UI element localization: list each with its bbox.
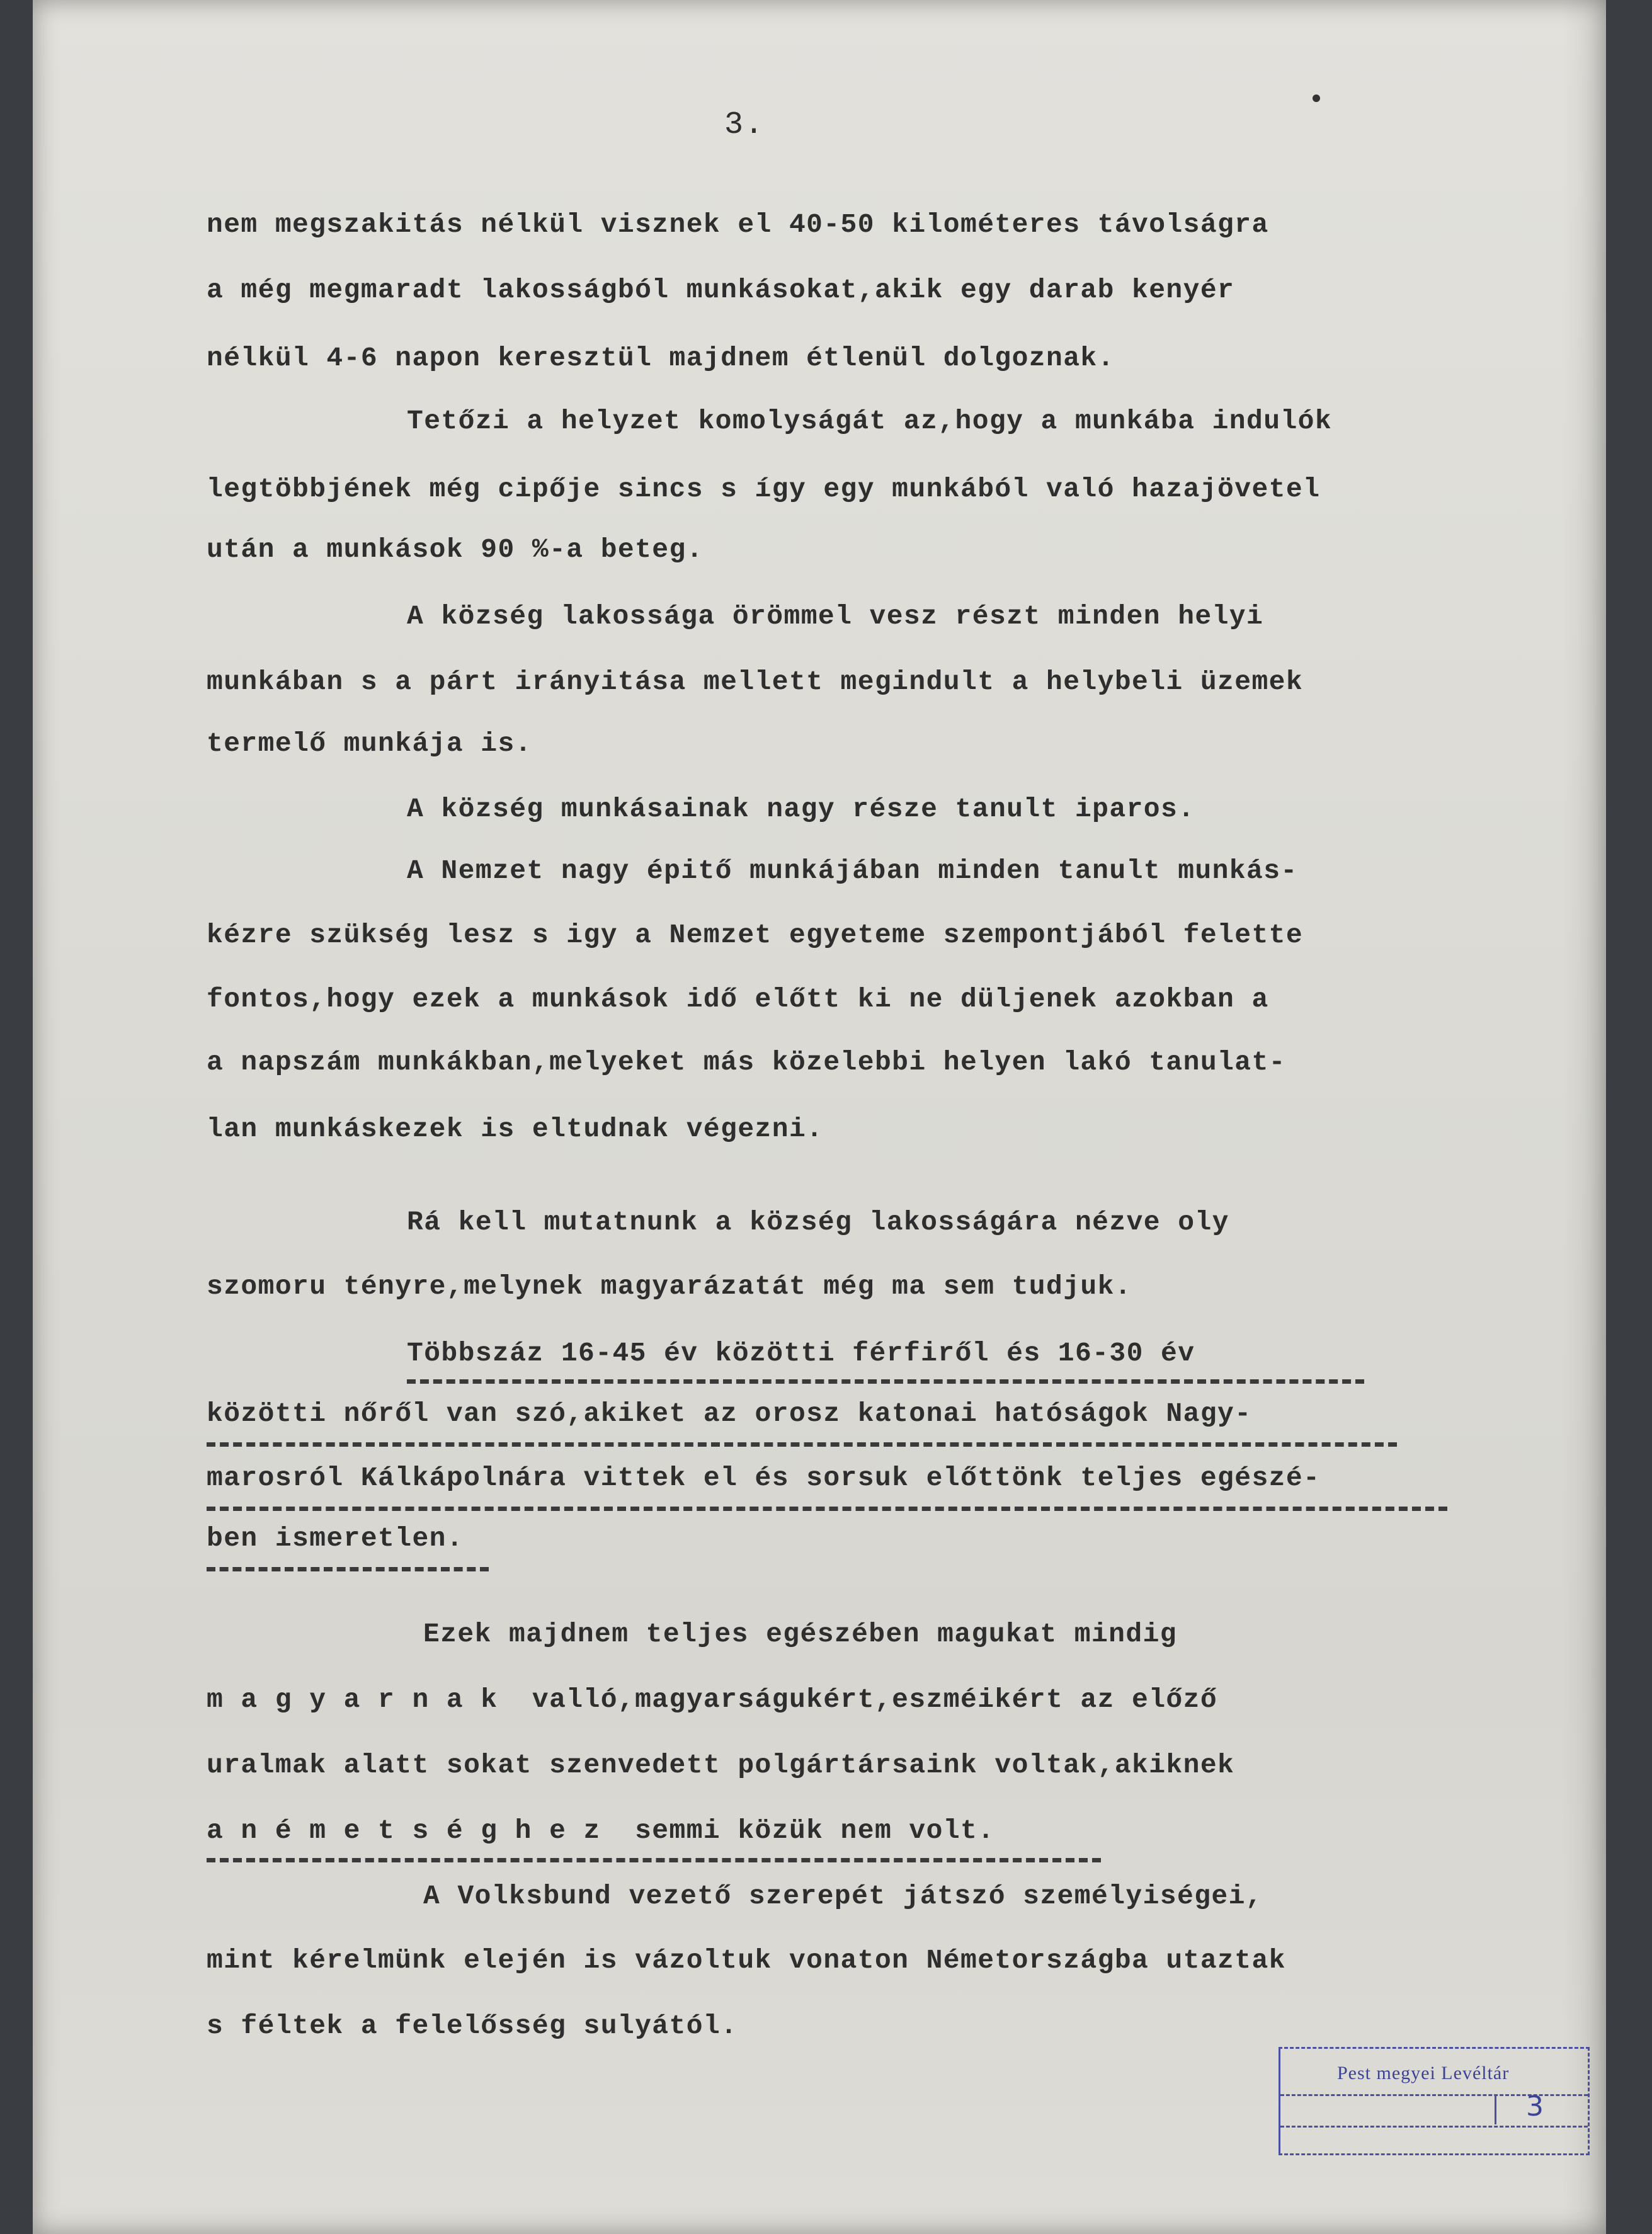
text-line: A Volksbund vezető szerepét játszó személyiségei, xyxy=(423,1881,1263,1912)
text-line: A község munkásainak nagy része tanult iparos. xyxy=(407,794,1195,824)
text-line: fontos,hogy ezek a munkások idő előtt ki ne düljenek azokban a xyxy=(207,984,1269,1015)
text-line-underlined: közötti nőről van szó,akiket az orosz katonai hatóságok Nagy- xyxy=(207,1398,1252,1429)
dashed-underline xyxy=(207,1858,1101,1862)
stamp-rule xyxy=(1280,2126,1588,2128)
text-line: m a g y a r n a k valló,magyarságukért,eszméikért az előző xyxy=(207,1684,1218,1715)
document-page xyxy=(33,0,1606,2234)
dashed-underline xyxy=(207,1442,1397,1447)
dashed-underline xyxy=(207,1567,489,1571)
dashed-underline xyxy=(207,1507,1447,1511)
page-number: 3. xyxy=(724,107,765,143)
archive-stamp xyxy=(1279,2047,1590,2155)
text-line-underlined: ben ismeretlen. xyxy=(207,1523,464,1554)
text-line: a napszám munkákban,melyeket más közelebbi helyen lakó tanulat- xyxy=(207,1047,1286,1078)
text-line: legtöbbjének még cipője sincs s így egy munkából való hazajövetel xyxy=(207,474,1321,504)
text-line: munkában s a párt irányitása mellett megindult a helybeli üzemek xyxy=(207,666,1304,697)
text-line: nélkül 4-6 napon keresztül majdnem étlenül dolgoznak. xyxy=(207,343,1115,373)
text-line: s féltek a felelősség sulyától. xyxy=(207,2010,738,2041)
text-line: lan munkáskezek is eltudnak végezni. xyxy=(207,1114,824,1144)
text-line: szomoru tényre,melynek magyarázatát még ma sem tudjuk. xyxy=(207,1271,1132,1302)
text-line: kézre szükség lesz s igy a Nemzet egyeteme szempontjából felette xyxy=(207,920,1304,950)
text-line: után a munkások 90 %-a beteg. xyxy=(207,534,704,565)
dashed-underline xyxy=(407,1379,1364,1384)
text-line-underlined: marosról Kálkápolnára vittek el és sorsuk előttönk teljes egészé- xyxy=(207,1462,1321,1493)
text-line: uralmak alatt sokat szenvedett polgártársaink voltak,akiknek xyxy=(207,1750,1235,1781)
text-line: Tetőzi a helyzet komolyságát az,hogy a munkába indulók xyxy=(407,406,1333,436)
text-line: A Nemzet nagy épitő munkájában minden tanult munkás- xyxy=(407,855,1298,886)
text-line: Ezek majdnem teljes egészében magukat mindig xyxy=(423,1619,1177,1650)
text-line: mint kérelmünk elején is vázoltuk vonaton Németországba utaztak xyxy=(207,1945,1286,1976)
stamp-divider xyxy=(1495,2094,1496,2124)
text-line: termelő munkája is. xyxy=(207,728,532,759)
stamp-title: Pest megyei Levéltár xyxy=(1337,2063,1510,2083)
text-line: A község lakossága örömmel vesz részt minden helyi xyxy=(407,601,1264,632)
text-line-underlined: Többszáz 16-45 év közötti férfiről és 16-30 év xyxy=(407,1338,1195,1369)
ink-dot xyxy=(1313,94,1320,102)
stamp-number: 3 xyxy=(1526,2090,1544,2123)
text-line: a még megmaradt lakosságból munkásokat,akik egy darab kenyér xyxy=(207,275,1235,305)
text-line-underlined: a n é m e t s é g h e z semmi közük nem volt. xyxy=(207,1815,995,1846)
paper-edge-shadow xyxy=(1562,0,1606,2234)
text-line: Rá kell mutatnunk a község lakosságára nézve oly xyxy=(407,1207,1229,1238)
text-line: nem megszakitás nélkül visznek el 40-50 kilométeres távolságra xyxy=(207,209,1269,240)
